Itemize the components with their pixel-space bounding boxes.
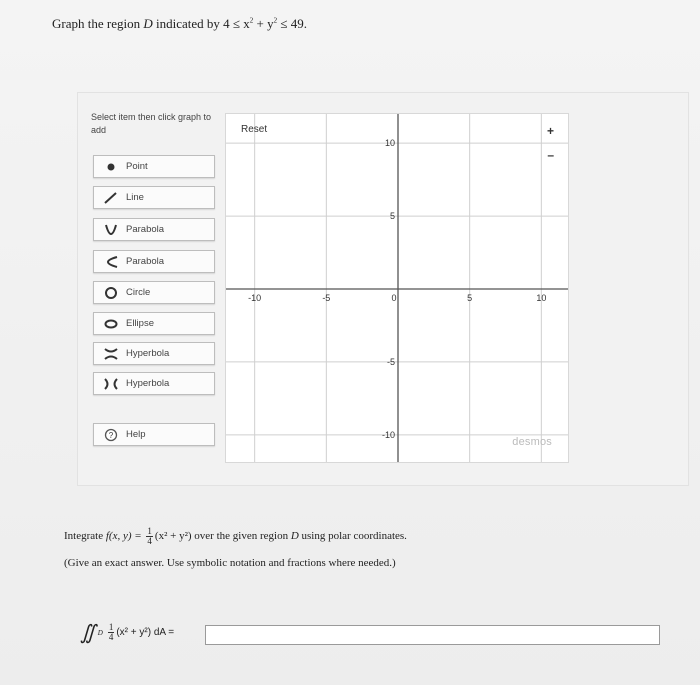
question-region-var: D [143,16,153,31]
question-ineq-mid: + y [253,16,274,31]
integral-expression [80,620,174,645]
y-tick-label: 10 [384,138,395,149]
parabola-left-icon [102,255,120,269]
question-ineq-right: ≤ 49. [277,16,307,31]
tool-point-button[interactable] [93,155,215,178]
fraction-numerator: 1 [147,526,152,536]
point-icon [102,160,120,174]
grid [226,114,569,463]
tool-label: Help [126,429,146,440]
x-tick-label: 10 [536,293,547,303]
tool-label: Ellipse [126,318,154,329]
question-exp-1: 2 [249,16,254,25]
desmos-logo: desmos [512,436,552,448]
tool-hyperbola-vertical-button[interactable] [93,342,215,365]
integrate-function: f(x, y) = [105,530,145,543]
question-text [52,16,307,32]
integrate-region-var: D [290,530,299,543]
integral-body: (x² + y²) dA = [116,627,175,638]
integrate-expression: (x² + y²) over the given region [154,530,291,543]
y-tick-label: 5 [389,211,395,222]
double-integral-symbol: ∬ [80,622,96,644]
x-tick-label: 0 [391,293,397,303]
question-prefix: Graph the region [52,16,144,31]
fraction-denominator: 4 [108,632,114,642]
question-exp-2: 2 [273,16,278,25]
circle-icon [102,286,120,300]
tool-line-button[interactable] [93,186,215,209]
reset-button[interactable]: Reset [241,124,268,135]
tool-label: Circle [126,287,151,298]
tool-label: Hyperbola [126,378,170,389]
parabola-up-icon [102,223,120,237]
integral-region-sub: D [97,628,103,637]
fraction-denominator: 4 [147,536,152,546]
tool-label: Parabola [126,256,165,267]
tool-label: Line [126,192,144,203]
tool-hint: Select item then click graph to add [91,112,212,135]
answer-input[interactable] [205,625,660,645]
x-tick-label: -10 [248,293,262,303]
hyperbola-horizontal-icon [102,377,120,391]
line-icon [102,191,120,205]
graph-canvas[interactable] [225,113,569,463]
tool-parabola-left-button[interactable] [93,250,215,273]
question-ineq-left: indicated by 4 ≤ x [152,16,250,31]
tool-label: Parabola [126,224,165,235]
tool-parabola-up-button[interactable] [93,218,215,241]
fraction-numerator: 1 [108,622,114,632]
zoom-in-button[interactable]: + [546,124,554,138]
integrate-prefix: Integrate [64,530,106,543]
tool-help-button[interactable] [93,423,215,446]
help-icon [102,428,120,442]
integrate-suffix: using polar coordinates. [298,530,407,543]
zoom-out-button[interactable]: – [547,148,554,162]
x-tick-label: -5 [322,293,331,303]
graphing-widget [77,92,689,486]
fraction [108,623,115,642]
tool-ellipse-button[interactable] [93,312,215,335]
fraction [146,527,153,546]
tool-hyperbola-horizontal-button[interactable] [93,372,215,395]
svg-text:?: ? [108,430,114,440]
tool-label: Point [126,161,148,172]
ellipse-icon [102,317,120,331]
hyperbola-vertical-icon [102,347,120,361]
y-tick-label: -5 [386,356,395,367]
tool-label: Hyperbola [126,348,170,359]
instructions-note: (Give an exact answer. Use symbolic notation and fractions where needed.) [64,557,396,569]
y-tick-label: -10 [381,429,395,440]
integrate-prompt [64,527,407,546]
x-tick-label: 5 [467,293,473,303]
tool-circle-button[interactable] [93,281,215,304]
